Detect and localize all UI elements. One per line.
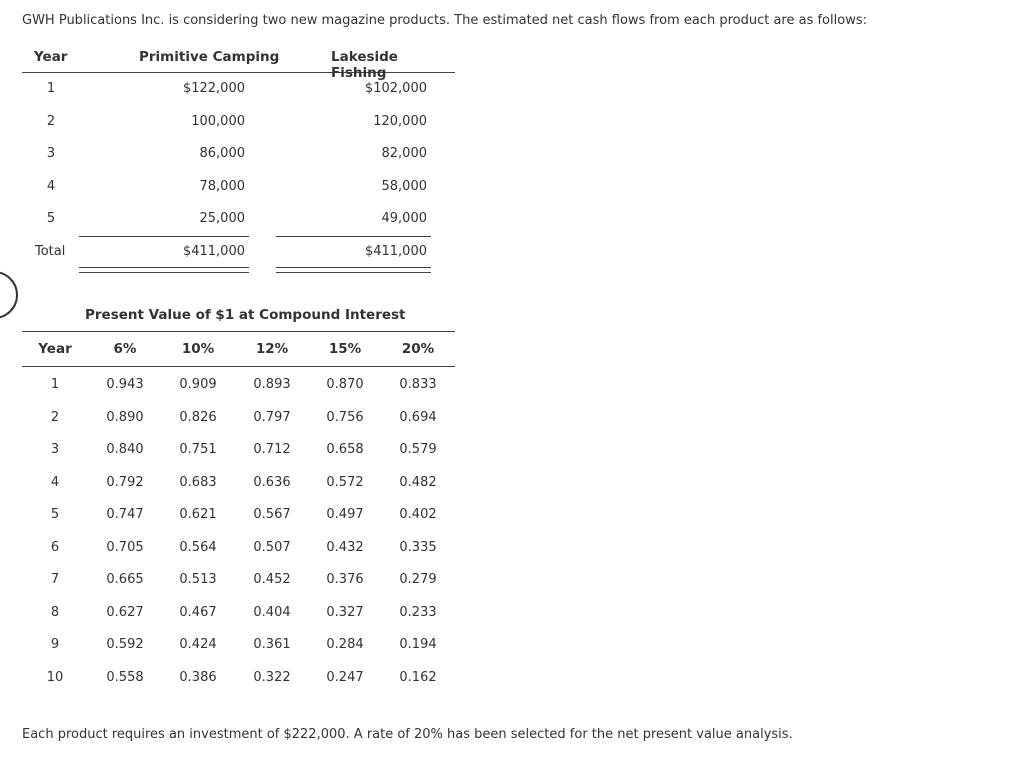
rate-20-cell: 0.279: [399, 572, 437, 587]
rate-15-cell: 0.327: [326, 604, 364, 620]
rate-12-cell: 0.404: [253, 604, 291, 620]
rate-12-cell: 0.567: [253, 507, 291, 522]
year-cell: 1: [50, 377, 60, 392]
year-cell: 9: [50, 637, 60, 652]
year-cell: 8: [50, 604, 60, 620]
table-row: [22, 497, 455, 530]
rate-10-cell: 0.513: [179, 572, 217, 587]
total-label: Total: [35, 243, 66, 259]
lakeside-fishing-cell: $102,000: [364, 81, 427, 96]
rate-12-cell: 0.322: [253, 669, 291, 685]
rate-6-cell: 0.558: [106, 669, 144, 685]
rate-6-cell: 0.747: [106, 507, 144, 522]
pv-table-title: Present Value of $1 at Compound Interest: [85, 307, 406, 323]
year-cell: 5: [46, 211, 56, 226]
rate-10-cell: 0.386: [179, 669, 217, 685]
table-row: [22, 595, 455, 628]
header-rate-20: 20%: [401, 341, 435, 357]
circle-marker-icon: [0, 271, 18, 319]
year-cell: 7: [50, 572, 60, 587]
rate-6-cell: 0.627: [106, 604, 144, 620]
primitive-camping-cell: 100,000: [191, 113, 245, 129]
rate-6-cell: 0.705: [106, 539, 144, 555]
year-cell: 1: [46, 81, 56, 96]
rate-12-cell: 0.361: [253, 637, 291, 652]
table-row: [22, 171, 455, 204]
rate-12-cell: 0.797: [253, 409, 291, 425]
rate-10-cell: 0.564: [179, 539, 217, 555]
rate-20-cell: 0.833: [399, 377, 437, 392]
rate-6-cell: 0.592: [106, 637, 144, 652]
rate-20-cell: 0.233: [399, 604, 437, 620]
total-double-rule-lakeside: [276, 267, 431, 273]
rate-20-cell: 0.194: [399, 637, 437, 652]
header-lakeside-fishing: Lakeside Fishing: [331, 49, 398, 81]
table-row: [22, 138, 455, 171]
rate-20-cell: 0.162: [399, 669, 437, 685]
header-rate-6: 6%: [113, 341, 137, 357]
pv-table-body: [22, 367, 455, 692]
rate-15-cell: 0.432: [326, 539, 364, 555]
header-rate-10: 10%: [181, 341, 215, 357]
rate-12-cell: 0.893: [253, 377, 291, 392]
table-row: [22, 562, 455, 595]
rate-20-cell: 0.482: [399, 474, 437, 490]
rate-10-cell: 0.909: [179, 377, 217, 392]
rate-10-cell: 0.826: [179, 409, 217, 425]
lakeside-fishing-cell: 49,000: [381, 211, 427, 226]
header-rate-12: 12%: [255, 341, 289, 357]
lakeside-fishing-cell: 58,000: [381, 178, 427, 194]
rate-15-cell: 0.284: [326, 637, 364, 652]
pv-header-row: [22, 332, 455, 367]
rate-15-cell: 0.658: [326, 442, 364, 457]
table-row: [22, 465, 455, 498]
total-row: [22, 236, 455, 270]
rate-12-cell: 0.507: [253, 539, 291, 555]
year-cell: 4: [50, 474, 60, 490]
rate-15-cell: 0.497: [326, 507, 364, 522]
year-cell: 10: [46, 669, 64, 685]
rate-10-cell: 0.621: [179, 507, 217, 522]
table-row: [22, 530, 455, 563]
year-cell: 2: [50, 409, 60, 425]
rate-20-cell: 0.402: [399, 507, 437, 522]
rate-10-cell: 0.424: [179, 637, 217, 652]
primitive-camping-cell: 78,000: [199, 178, 245, 194]
rate-20-cell: 0.694: [399, 409, 437, 425]
rate-15-cell: 0.756: [326, 409, 364, 425]
rate-6-cell: 0.792: [106, 474, 144, 490]
table-row: [22, 106, 455, 139]
primitive-camping-cell: $122,000: [182, 81, 245, 96]
header-year: Year: [34, 49, 68, 65]
table-row: [22, 432, 455, 465]
lakeside-fishing-total: $411,000: [364, 243, 427, 259]
rate-15-cell: 0.376: [326, 572, 364, 587]
rate-6-cell: 0.890: [106, 409, 144, 425]
header-primitive-camping: Primitive Camping: [139, 49, 280, 65]
rate-20-cell: 0.579: [399, 442, 437, 457]
primitive-camping-cell: 86,000: [199, 146, 245, 161]
rate-12-cell: 0.636: [253, 474, 291, 490]
subtotal-rule-primitive: [79, 236, 249, 237]
lakeside-fishing-cell: 120,000: [373, 113, 427, 129]
rate-10-cell: 0.467: [179, 604, 217, 620]
table-row: [22, 400, 455, 433]
cash-flow-header-row: [22, 44, 455, 81]
primitive-camping-cell: 25,000: [199, 211, 245, 226]
rate-10-cell: 0.683: [179, 474, 217, 490]
subtotal-rule-lakeside: [276, 236, 431, 237]
rate-6-cell: 0.840: [106, 442, 144, 457]
total-double-rule-primitive: [79, 267, 249, 273]
rate-6-cell: 0.943: [106, 377, 144, 392]
year-cell: 2: [46, 113, 56, 129]
table-row: [22, 367, 455, 400]
table-row: [22, 203, 455, 236]
year-cell: 5: [50, 507, 60, 522]
primitive-camping-total: $411,000: [182, 243, 245, 259]
year-cell: 4: [46, 178, 56, 194]
header-rate-15: 15%: [328, 341, 362, 357]
table-row: [22, 627, 455, 660]
year-cell: 3: [46, 146, 56, 161]
year-cell: 3: [50, 442, 60, 457]
rate-12-cell: 0.452: [253, 572, 291, 587]
table-row: [22, 73, 455, 106]
year-cell: 6: [50, 539, 60, 555]
lakeside-fishing-cell: 82,000: [381, 146, 427, 161]
header-year: Year: [38, 341, 72, 357]
rate-20-cell: 0.335: [399, 539, 437, 555]
rate-6-cell: 0.665: [106, 572, 144, 587]
rate-10-cell: 0.751: [179, 442, 217, 457]
table-row: [22, 660, 455, 693]
rate-15-cell: 0.247: [326, 669, 364, 685]
outro-text: Each product requires an investment of $222,000. A rate of 20% has been selected for the net present value analysis.: [22, 727, 793, 742]
rate-12-cell: 0.712: [253, 442, 291, 457]
intro-text: GWH Publications Inc. is considering two new magazine products. The estimated net cash flows from each product are as follows:: [22, 13, 867, 28]
pv-table: [22, 331, 455, 692]
rate-15-cell: 0.870: [326, 377, 364, 392]
rate-15-cell: 0.572: [326, 474, 364, 490]
